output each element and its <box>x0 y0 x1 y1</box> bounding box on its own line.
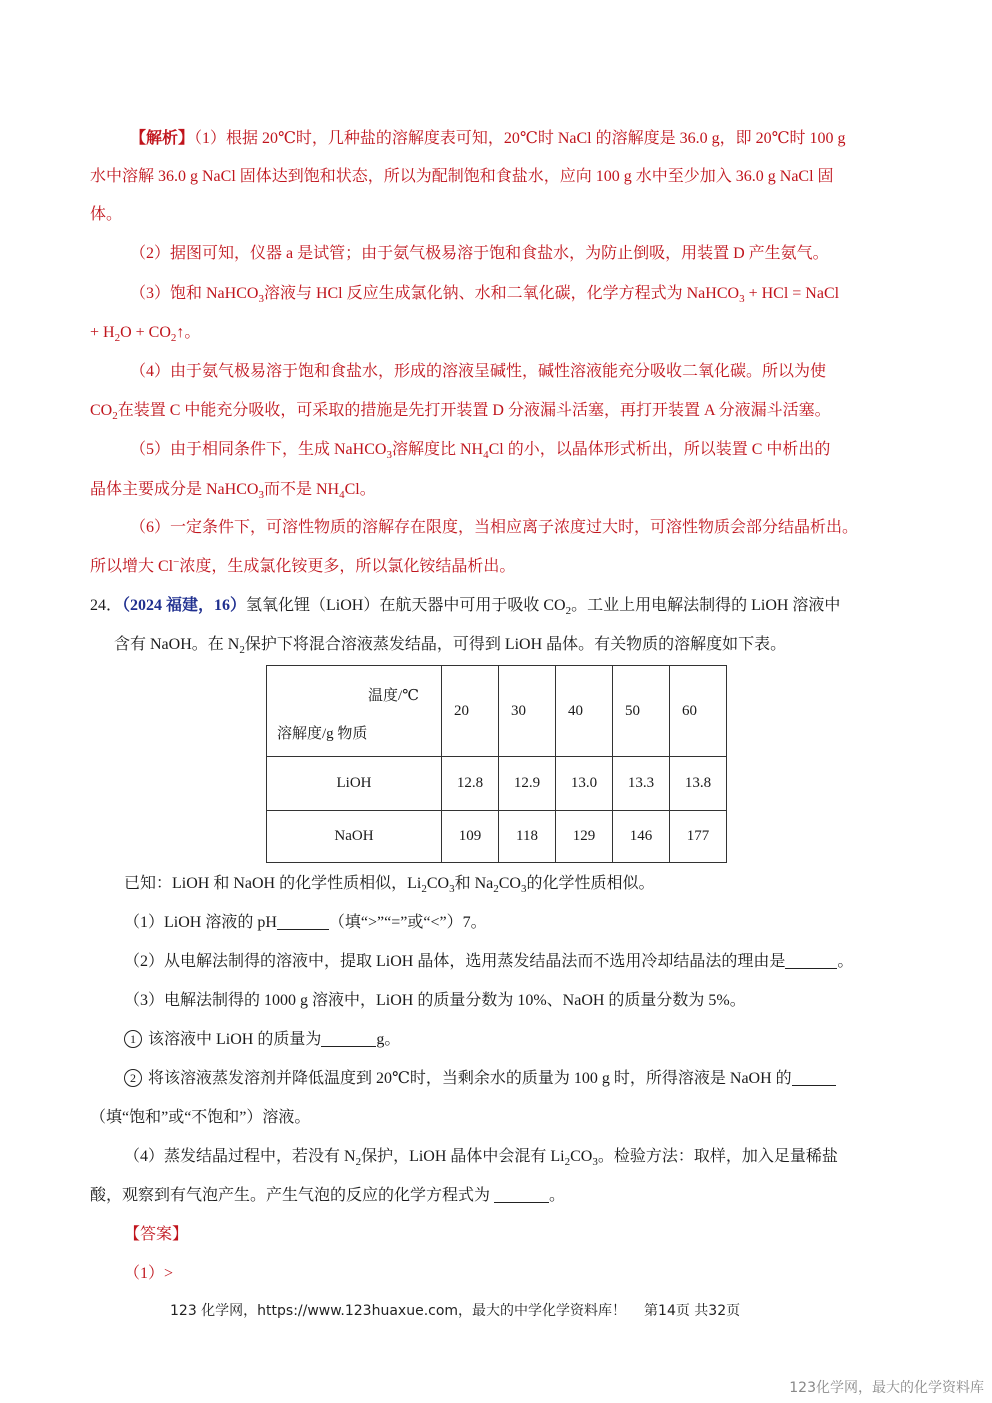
analysis-p3-line2: + $H_2O$ + $CO_2↑$。 <box>90 324 201 344</box>
analysis-p4-line2: $CO_2$在装置 C 中能充分吸收，可采取的措施是先打开装置 D 分液漏斗活塞，再打开装置 A 分液漏斗活塞。 <box>90 402 831 422</box>
subquestion-3: （3）电解法制得的 1000 g 溶液中，LiOH 的质量分数为 10%、NaOH 的质量分数为 5%。 <box>124 992 746 1009</box>
subquestion-1: （1）LiOH 溶液的 pH （填“>”“=”或“<”）7。 <box>124 914 487 931</box>
question-intro-line2: 含有 NaOH。在 $N_2$保护下将混合溶液蒸发结晶，可得到 LiOH 晶体。有关物质的溶解度如下表。 <box>114 636 787 656</box>
analysis-p6-line1: （6）一定条件下，可溶性物质的溶解存在限度，当相应离子浓度过大时，可溶性物质会部分结晶析出。 <box>130 519 859 536</box>
answer-blank <box>494 1186 549 1203</box>
page-footer <box>170 1300 740 1320</box>
table-cell: 12.8 <box>442 757 499 811</box>
table-cell: 12.9 <box>499 757 556 811</box>
table-cell: 13.0 <box>556 757 613 811</box>
answer-blank <box>321 1030 376 1047</box>
subquestion-3-2-line2: （填“饱和”或“不饱和”）溶液。 <box>90 1109 311 1126</box>
table-corner-header: 温度/℃ 溶解度/g 物质 <box>267 666 442 757</box>
analysis-p1-line2: 水中溶解 36.0 g NaCl 固体达到饱和状态，所以为配制饱和食盐水，应向 100 g 水中至少加入 36.0 g NaCl 固 <box>90 168 834 185</box>
question-number: 24． <box>90 597 123 614</box>
table-cell: 129 <box>556 811 613 863</box>
table-cell: 13.8 <box>670 757 727 811</box>
row-label: LiOH <box>267 757 442 811</box>
analysis-p4-line1: （4）由于氨气极易溶于饱和食盐水，形成的溶液呈碱性，碱性溶液能充分吸收二氧化碳。所以为使 <box>130 363 827 380</box>
question-source: （2024 福建，16） <box>122 597 247 614</box>
table-cell: 146 <box>613 811 670 863</box>
temp-header: 50 <box>613 666 670 757</box>
subquestion-3-1: 1 该溶液中 LiOH 的质量为 g。 <box>124 1030 939 1050</box>
answer-label: 【答案】 <box>124 1226 189 1243</box>
analysis-p5-line1: （5）由于相同条件下，生成 NaHCO$_3$溶解度比 $NH_4Cl$ 的小，以晶体形式析出，所以装置 C 中析出的 <box>130 441 831 461</box>
circled-number: 1 <box>124 1030 142 1048</box>
row-label: NaOH <box>267 811 442 863</box>
analysis-p1-line3: 体。 <box>90 206 123 223</box>
question-intro-line1: 24．（2024 福建，16）氢氧化锂（LiOH）在航天器中可用于吸收 $CO_2$。工业上用电解法制得的 LiOH 溶液中 <box>90 597 841 617</box>
table-cell: 177 <box>670 811 727 863</box>
footer-site: 123 化学网，https://www.123huaxue.com，最大的中学化学资料库！ <box>170 1303 627 1319</box>
table-row <box>267 811 727 863</box>
temp-header: 60 <box>670 666 727 757</box>
table-header-row <box>267 666 727 757</box>
analysis-p3-line1: （3）饱和 NaHCO$_3$溶液与 HCl 反应生成氯化钠、水和二氧化碳，化学方程式为 NaHCO$_3$ + HCl = NaCl <box>130 285 840 305</box>
temp-header: 30 <box>499 666 556 757</box>
watermark: 123化学网，最大的化学资料库 <box>789 1380 984 1396</box>
table-row <box>267 757 727 811</box>
subquestion-4-line2: 酸，观察到有气泡产生。产生气泡的反应的化学方程式为 。 <box>90 1187 566 1204</box>
subquestion-3-2-line1: 2 将该溶液蒸发溶剂并降低温度到 20℃时，当剩余水的质量为 100 g 时，所得溶液是 NaOH 的 <box>124 1069 939 1089</box>
subquestion-4-line1: （4）蒸发结晶过程中，若没有 $N_2$保护，LiOH 晶体中会混有 $Li_2CO_3$。检验方法：取样，加入足量稀盐 <box>124 1148 838 1168</box>
analysis-p6-line2: 所以增大 Cl−浓度，生成氯化铵更多，所以氯化铵结晶析出。 <box>90 556 516 575</box>
table-cell: 118 <box>499 811 556 863</box>
temp-header: 20 <box>442 666 499 757</box>
circled-number: 2 <box>124 1069 142 1087</box>
analysis-label: 【解析】 <box>130 130 195 147</box>
answer-blank <box>785 952 837 969</box>
temp-header: 40 <box>556 666 613 757</box>
table-cell: 13.3 <box>613 757 670 811</box>
table-cell: 109 <box>442 811 499 863</box>
subquestion-2: （2）从电解法制得的溶液中，提取 LiOH 晶体，选用蒸发结晶法而不选用冷却结晶法的理由是 。 <box>124 953 854 970</box>
known-info: 已知：LiOH 和 NaOH 的化学性质相似，$Li_2CO_3$和 $Na_2CO_3$的化学性质相似。 <box>124 875 655 895</box>
analysis-p5-line2: 晶体主要成分是 NaHCO$_3$而不是 $NH_4Cl$。 <box>90 481 376 501</box>
page-number: 第14页 共32页 <box>644 1303 741 1319</box>
answer-blank <box>277 913 329 930</box>
answer-1: （1）> <box>124 1265 174 1282</box>
answer-blank <box>792 1069 836 1086</box>
analysis-p1-line1: 【解析】（1）根据 20℃时，几种盐的溶解度表可知，20℃时 NaCl 的溶解度是 36.0 g，即 20℃时 100 g <box>130 130 846 147</box>
analysis-p2: （2）据图可知，仪器 a 是试管；由于氨气极易溶于饱和食盐水，为防止倒吸，用装置 D 产生氨气。 <box>130 245 829 262</box>
solubility-table <box>266 665 727 863</box>
